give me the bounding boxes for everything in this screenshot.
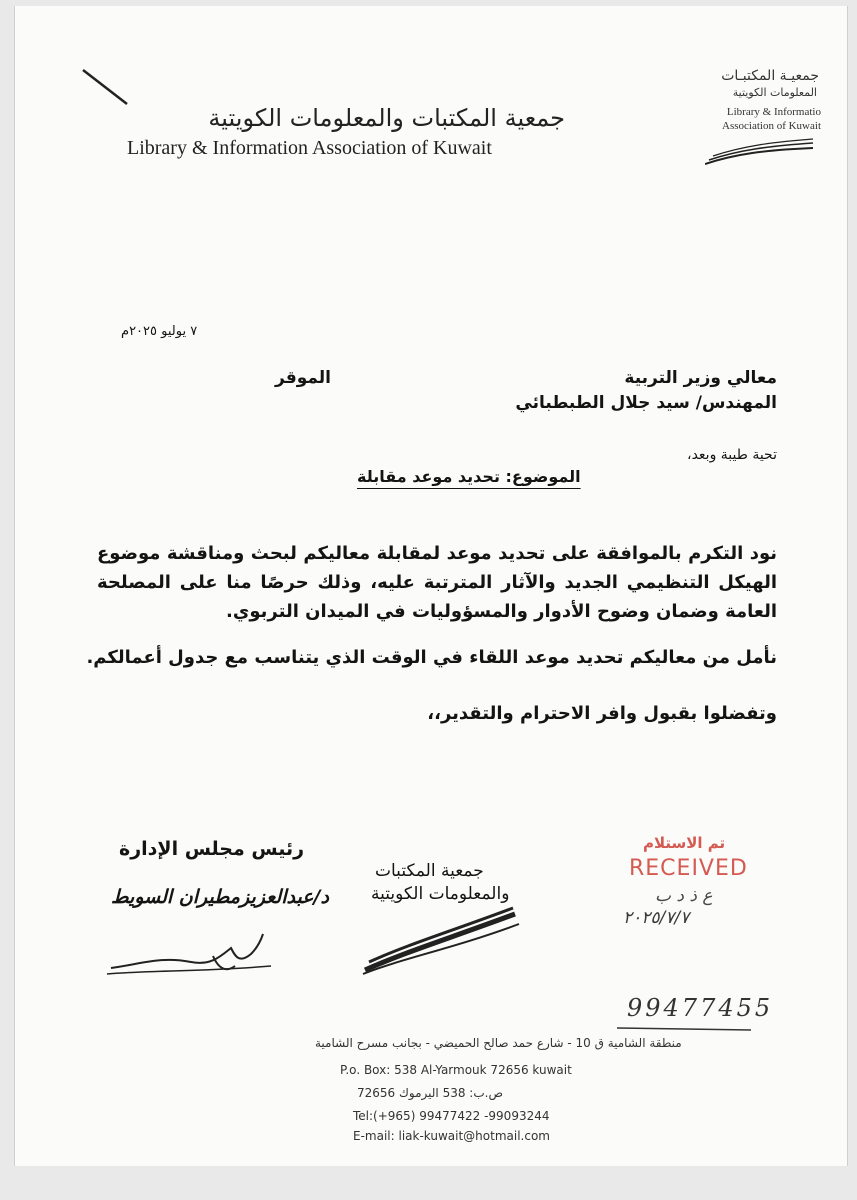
signatory-title: رئيس مجلس الإدارة — [119, 838, 305, 860]
small-logo-arabic-line1: جمعيـة المكتبـات — [721, 68, 819, 84]
honorific: الموقر — [275, 368, 331, 388]
seal-text-line2: والمعلومات الكويتية — [371, 884, 510, 904]
addressee-name: المهندس/ سيد جلال الطبطبائي — [515, 393, 777, 413]
body-request: نأمل من معاليكم تحديد موعد اللقاء في الوقت الذي يتناسب مع جدول أعمالكم. — [86, 647, 777, 668]
addressee-title: معالي وزير التربية — [624, 368, 777, 388]
received-stamp-arabic: تم الاستلام — [643, 834, 726, 852]
letter-page — [14, 6, 848, 1166]
footer-pobox-ar: ص.ب: 538 اليرموك 72656 — [357, 1086, 503, 1100]
handwritten-signature — [101, 926, 281, 986]
org-name-english: Library & Information Association of Kuwait — [127, 137, 492, 159]
footer-email: E-mail: liak-kuwait@hotmail.com — [353, 1129, 550, 1143]
greeting: تحية طيبة وبعد، — [687, 447, 777, 463]
small-logo-english-line1: Library & Informatio — [726, 106, 821, 118]
small-logo-arabic-line2: المعلومات الكويتية — [732, 86, 817, 99]
closing-line: وتفضلوا بقبول وافر الاحترام والتقدير،، — [427, 703, 777, 724]
handwritten-received-date: ٢٠٢٥/٧/٧ — [623, 908, 690, 928]
org-name-arabic: جمعية المكتبات والمعلومات الكويتية — [208, 104, 565, 132]
phone-underline — [615, 1024, 755, 1034]
footer-phone: Tel:(+965) 99477422 -99093244 — [353, 1109, 550, 1123]
seal-wave-icon — [355, 906, 525, 976]
subject-line: الموضوع: تحديد موعد مقابلة — [357, 467, 581, 486]
handwritten-initials: ع ذ د ب — [655, 886, 713, 906]
logo-wave-icon — [705, 138, 815, 168]
handwritten-phone: 99477455 — [627, 994, 774, 1022]
body-paragraph: نود التكرم بالموافقة على تحديد موعد لمقابلة معاليكم لبحث ومناقشة موضوع الهيكل التنظيمي الجديد والآثار المترتبة عليه، وذلك حرصًا منا على المصلحة العامة وضمان وضوح الأدوار والمسؤوليات في الميدان التربوي. — [97, 543, 777, 622]
signatory-name: د/عبدالعزيزمطيران السويط — [111, 886, 329, 908]
footer-pobox-en: P.o. Box: 538 Al-Yarmouk 72656 kuwait — [340, 1063, 572, 1077]
seal-text-line1: جمعية المكتبات — [375, 861, 484, 881]
small-logo-english-line2: Association of Kuwait — [722, 120, 821, 132]
letter-date: ٧ يوليو ٢٠٢٥م — [121, 324, 198, 339]
footer-address: منطقة الشامية ق 10 - شارع حمد صالح الحميضي - بجانب مسرح الشامية — [315, 1036, 682, 1050]
pen-mark — [81, 68, 131, 108]
received-stamp-english: RECEIVED — [629, 856, 748, 881]
